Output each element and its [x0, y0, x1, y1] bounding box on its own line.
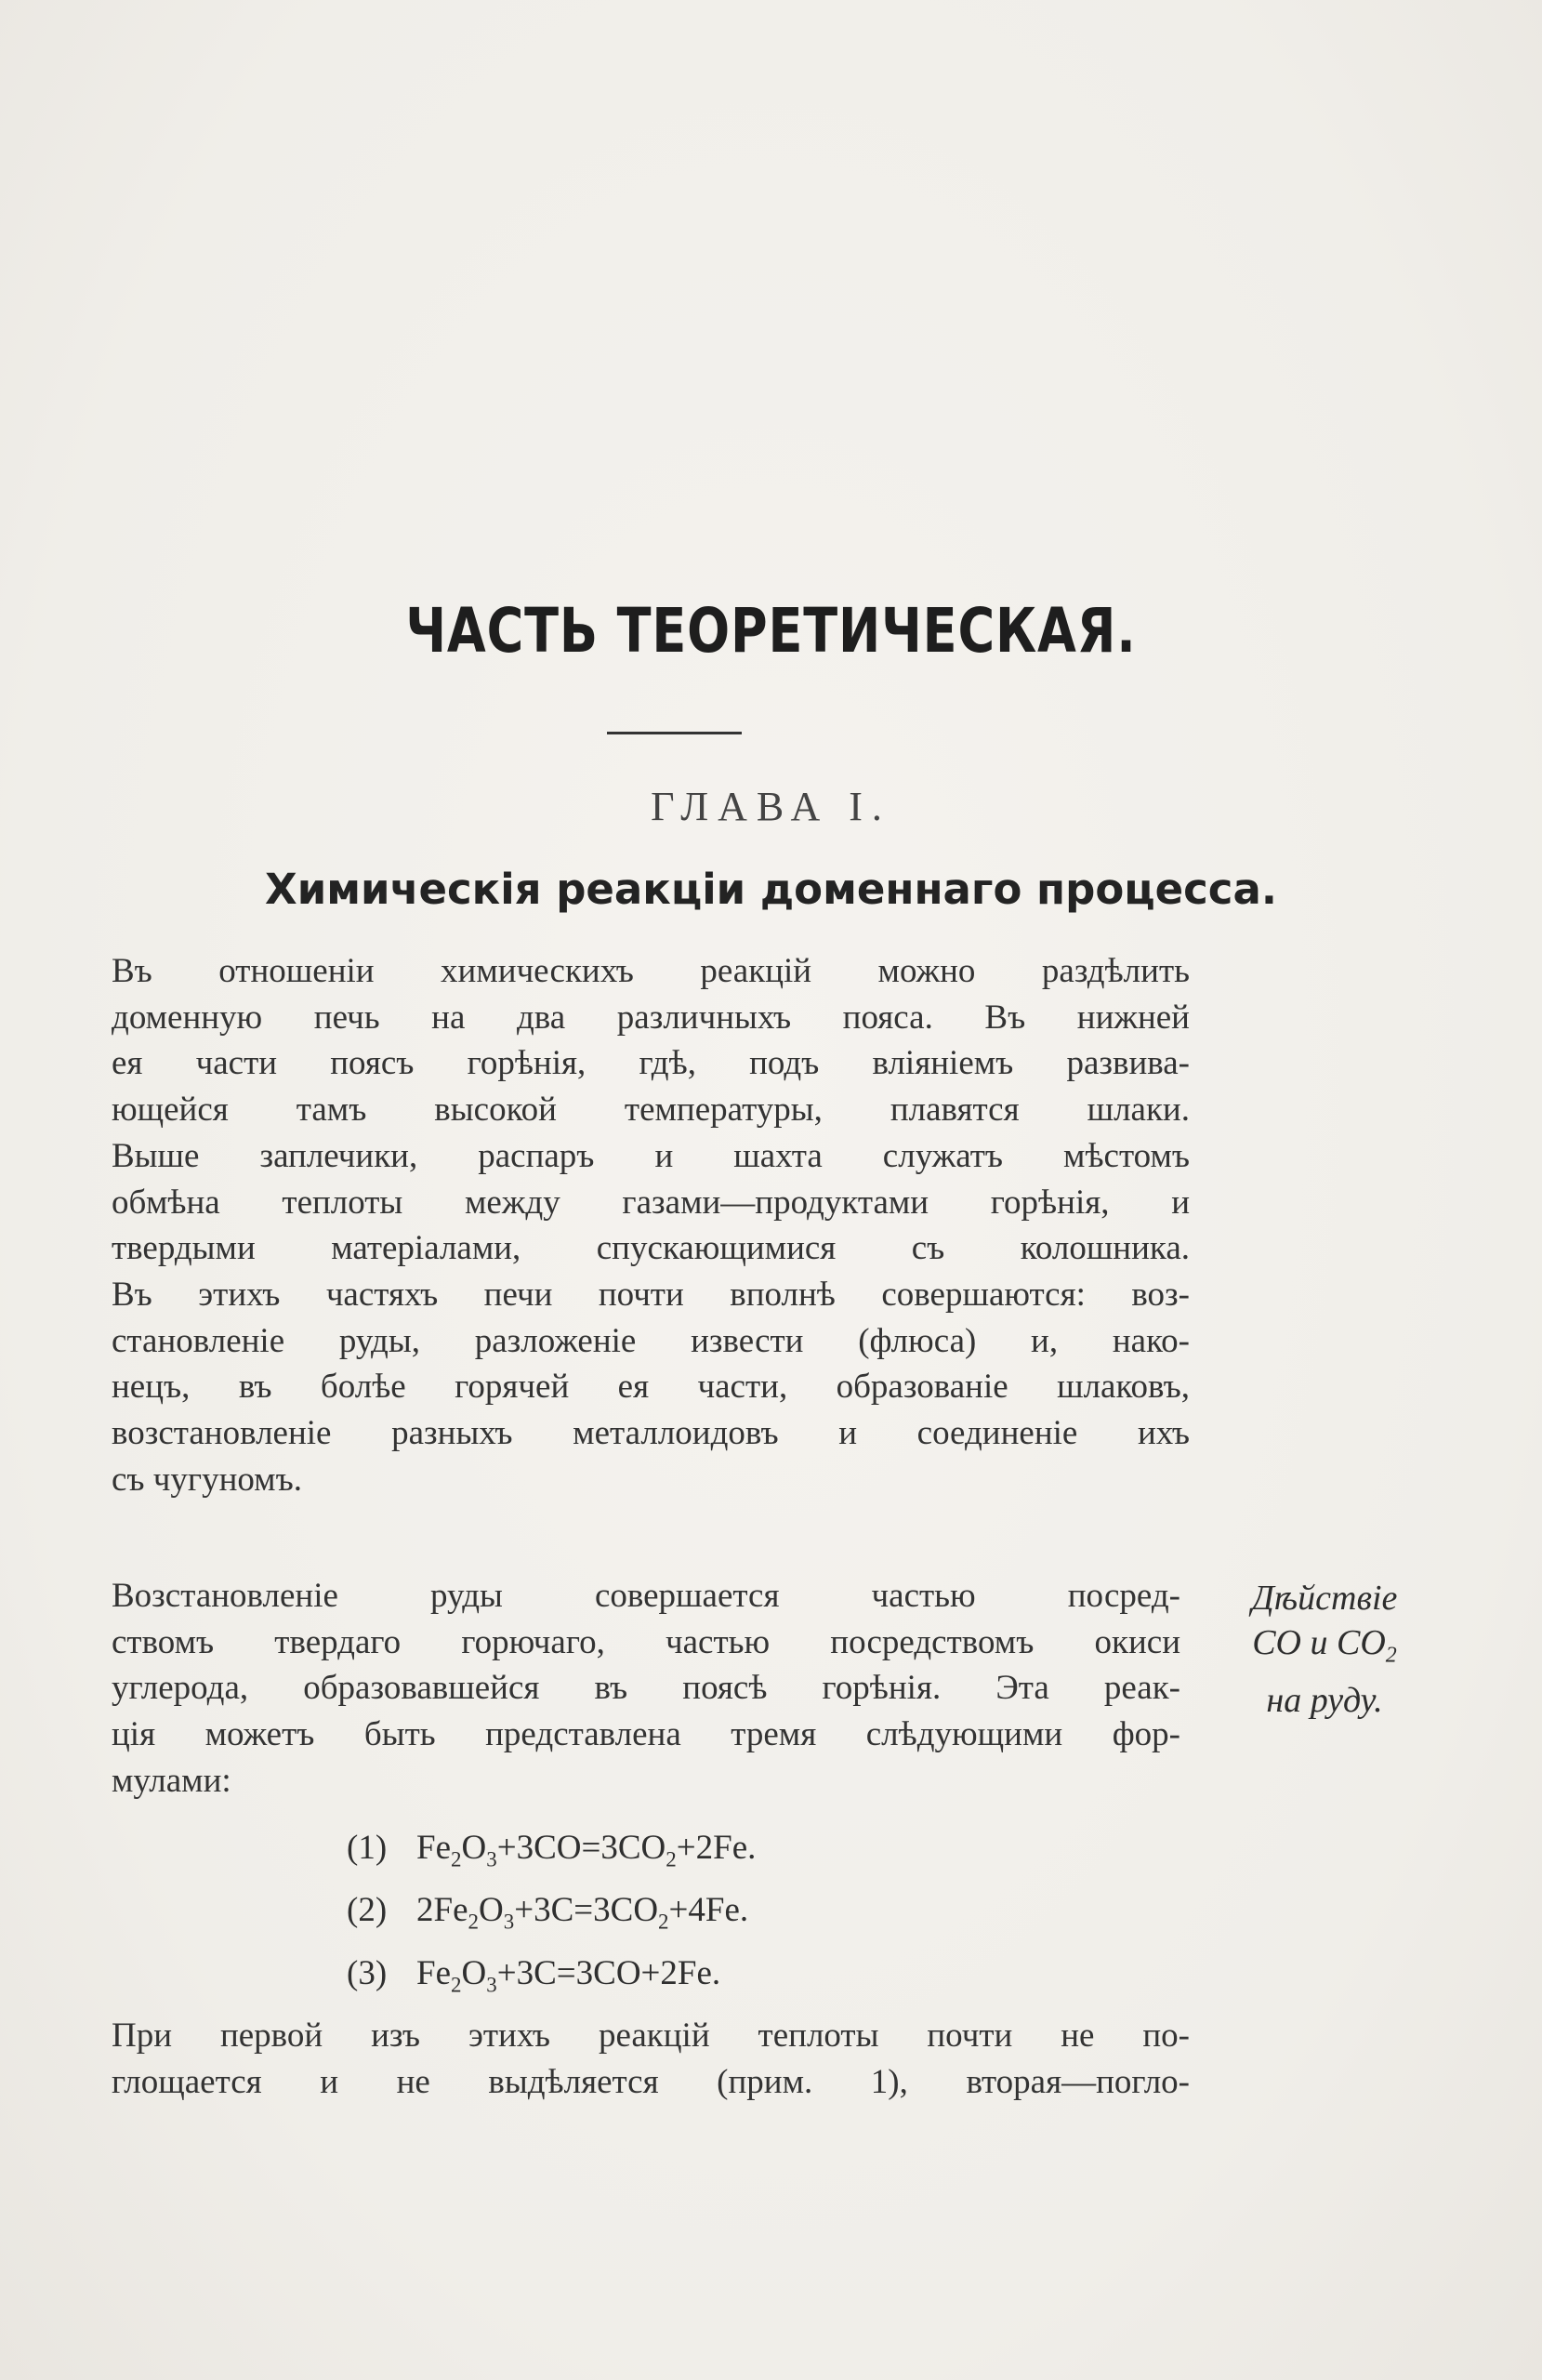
margin-note-line: Дѣйствіе — [1251, 1579, 1398, 1618]
text-line: углерода, образовавшейся въ поясѣ горѣнія. Эта реак- — [112, 1669, 1180, 1708]
formula-subscript: 2 — [451, 1973, 462, 1997]
text-line: Въ отношеніи химическихъ реакцій можно раздѣлить — [112, 952, 1190, 990]
formula-text: O — [461, 1953, 487, 1992]
formula-subscript: 2 — [666, 1847, 677, 1871]
text-line: твердыми матеріалами, спускающимися съ колошника. — [112, 1229, 1190, 1268]
formula-list — [347, 1822, 756, 2010]
text-line: становленіе руды, разложеніе извести (флюса) и, нако- — [112, 1321, 1190, 1360]
paragraph-2 — [112, 1573, 1180, 1805]
paragraph-1 — [112, 948, 1190, 1502]
formula-text: +2Fe. — [676, 1829, 757, 1867]
formula-text: 2Fe — [416, 1891, 468, 1930]
part-title: ЧАСТЬ ТЕОРЕТИЧЕСКАЯ. — [405, 595, 1137, 667]
title-divider — [607, 732, 742, 734]
formula-number: (3) — [347, 1953, 388, 1992]
formula-text: O — [479, 1891, 504, 1930]
formula-subscript: 2 — [451, 1847, 462, 1871]
formula-subscript: 3 — [486, 1973, 497, 1997]
text-line: ющейся тамъ высокой температуры, плавятся шлаки. — [112, 1091, 1190, 1130]
text-line: Возстановленіе руды совершается частью посред- — [112, 1577, 1180, 1615]
margin-note-text: CO и CO — [1252, 1623, 1386, 1662]
chapter-heading: ГЛАВА I. — [651, 784, 891, 829]
margin-note-line: на руду. — [1266, 1680, 1383, 1720]
text-line: При первой изъ этихъ реакцій теплоты почти не по- — [112, 2016, 1190, 2055]
chapter-title: Химическія реакціи доменнаго процесса. — [265, 865, 1277, 914]
formula-subscript: 2 — [468, 1910, 479, 1934]
formula-subscript: 2 — [658, 1910, 669, 1934]
text-line: Выше заплечики, распаръ и шахта служатъ мѣстомъ — [112, 1136, 1190, 1175]
formula-1 — [347, 1822, 756, 1884]
text-line: возстановленіе разныхъ металлоидовъ и соединеніе ихъ — [112, 1414, 1190, 1453]
formula-text: +4Fe. — [668, 1891, 749, 1930]
text-line: мулами: — [112, 1761, 231, 1800]
formula-number: (2) — [347, 1891, 388, 1930]
formula-text: Fe — [416, 1829, 451, 1867]
formula-3 — [347, 1948, 756, 2010]
formula-text: +3C=3CO+2Fe. — [496, 1953, 721, 1992]
formula-text: O — [461, 1829, 487, 1867]
text-line: съ чугуномъ. — [112, 1460, 302, 1499]
formula-subscript: 3 — [503, 1910, 515, 1934]
margin-note — [1208, 1576, 1441, 1723]
text-line: ція можетъ быть представлена тремя слѣдующими фор- — [112, 1715, 1180, 1754]
formula-2 — [347, 1884, 756, 1947]
margin-note-line — [1208, 1620, 1441, 1678]
text-line: глощается и не выдѣляется (прим. 1), вторая—погло- — [112, 2062, 1190, 2101]
text-line: ея части поясъ горѣнія, гдѣ, подъ вліяніемъ развива- — [112, 1044, 1190, 1083]
formula-text: +3CO=3CO — [496, 1829, 666, 1867]
formula-text: Fe — [416, 1953, 451, 1992]
formula-subscript: 3 — [486, 1847, 497, 1871]
text-line: обмѣна теплоты между газами—продуктами горѣнія, и — [112, 1183, 1190, 1222]
text-line: ствомъ твердаго горючаго, частью посредствомъ окиси — [112, 1622, 1180, 1661]
text-line: Въ этихъ частяхъ печи почти вполнѣ совершаются: воз- — [112, 1275, 1190, 1314]
formula-number: (1) — [347, 1829, 388, 1867]
text-line: доменную печь на два различныхъ пояса. Въ нижней — [112, 998, 1190, 1037]
margin-note-subscript: 2 — [1385, 1643, 1397, 1668]
formula-text: +3C=3CO — [514, 1891, 659, 1930]
text-line: нецъ, въ болѣе горячей ея части, образованіе шлаковъ, — [112, 1368, 1190, 1407]
paragraph-3 — [112, 2013, 1190, 2105]
